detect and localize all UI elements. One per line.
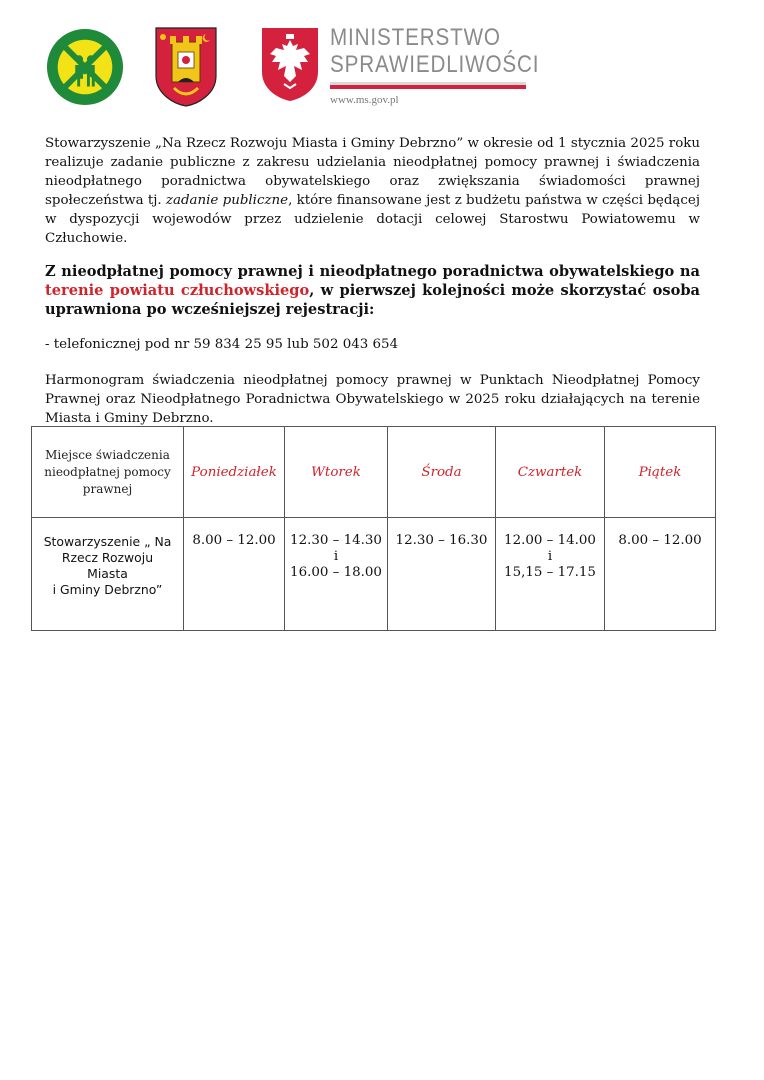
notice-text-1: Z nieodpłatnej pomocy prawnej i nieodpłatnego poradnictwa obywatelskiego na [45,263,700,280]
header-thursday: Czwartek [496,427,605,518]
harmonogram-paragraph: Harmonogram świadczenia nieodpłatnej pomocy prawnej w Punktach Nieodpłatnej Pomocy Prawnej oraz Nieodpłatnego Poradnictwa Obywatelskiego w 2025 roku działających na terenie Miasta i Gminy Debrzno. [45,373,700,426]
intro-paragraph [45,134,700,248]
flag-stripe [330,82,526,89]
place-line: Rzecz Rozwoju [61,550,154,565]
cell-friday: 8.00 – 12.00 [605,518,716,631]
cell-monday: 8.00 – 12.00 [184,518,285,631]
tuesday-slot-2: 16.00 – 18.00 [290,565,382,580]
association-logo [46,28,124,106]
intro-text-1: Stowarzyszenie „Na Rzecz Rozwoju Miasta i Gminy Debrzno” w okresie od 1 stycznia 2025 roku realizuje zadanie publiczne z zakresu udzielania nieodpłatnej pomocy prawnej i świadczenia nieodpłatnego poradnictwa obywatelskiego oraz zwiększania świadomości prawnej społeczeństwa tj. [45,136,700,208]
table-header-row [32,427,716,518]
cell-tuesday [285,518,388,631]
ministry-name-line1: MINISTERSTWO [330,24,501,51]
notice-highlight: terenie powiatu człuchowskiego [45,282,310,299]
header-wednesday: Środa [388,427,496,518]
ministry-logo [330,24,573,106]
ministry-url: www.ms.gov.pl [330,94,399,106]
place-line: Stowarzyszenie „ Na [43,534,172,549]
notice-paragraph [45,262,700,319]
header-tuesday: Wtorek [285,427,388,518]
thursday-separator: i [547,549,553,564]
intro-text-2: , które finansowane jest z budżetu państwa w części będącej w dyspozycji wojewodów przez udzielenie dotacji celowej Starostwu Powiatowemu w Człuchowie. [45,193,700,246]
place-line: Miasta [87,566,128,581]
header-place: Miejsce świadczenia nieodpłatnej pomocy prawnej [32,427,184,518]
coat-of-arms-icon [154,26,218,108]
tuesday-slot-1: 12.30 – 14.30 [290,533,382,548]
intro-italic: zadanie publiczne [165,193,289,208]
cell-thursday [496,518,605,631]
table-row [32,518,716,631]
tuesday-separator: i [333,549,339,564]
schedule-table [31,426,716,631]
document-body [45,134,700,428]
phone-line: - telefonicznej pod nr 59 834 25 95 lub 502 043 654 [45,337,399,352]
ministry-name-line2: SPRAWIEDLIWOŚCI [330,51,540,78]
cell-wednesday: 12.30 – 16.30 [388,518,496,631]
header-logos [44,24,564,114]
header-monday: Poniedziałek [184,427,285,518]
cell-place [32,518,184,631]
place-line: i Gminy Debrzno” [52,582,163,597]
notice-text-2: , w pierwszej kolejności może skorzystać osoba uprawniona po wcześniejszej rejestracji: [45,282,700,318]
polish-eagle-icon [260,26,320,102]
thursday-slot-2: 15,15 – 17.15 [504,565,596,580]
header-friday: Piątek [605,427,716,518]
thursday-slot-1: 12.00 – 14.00 [504,533,596,548]
